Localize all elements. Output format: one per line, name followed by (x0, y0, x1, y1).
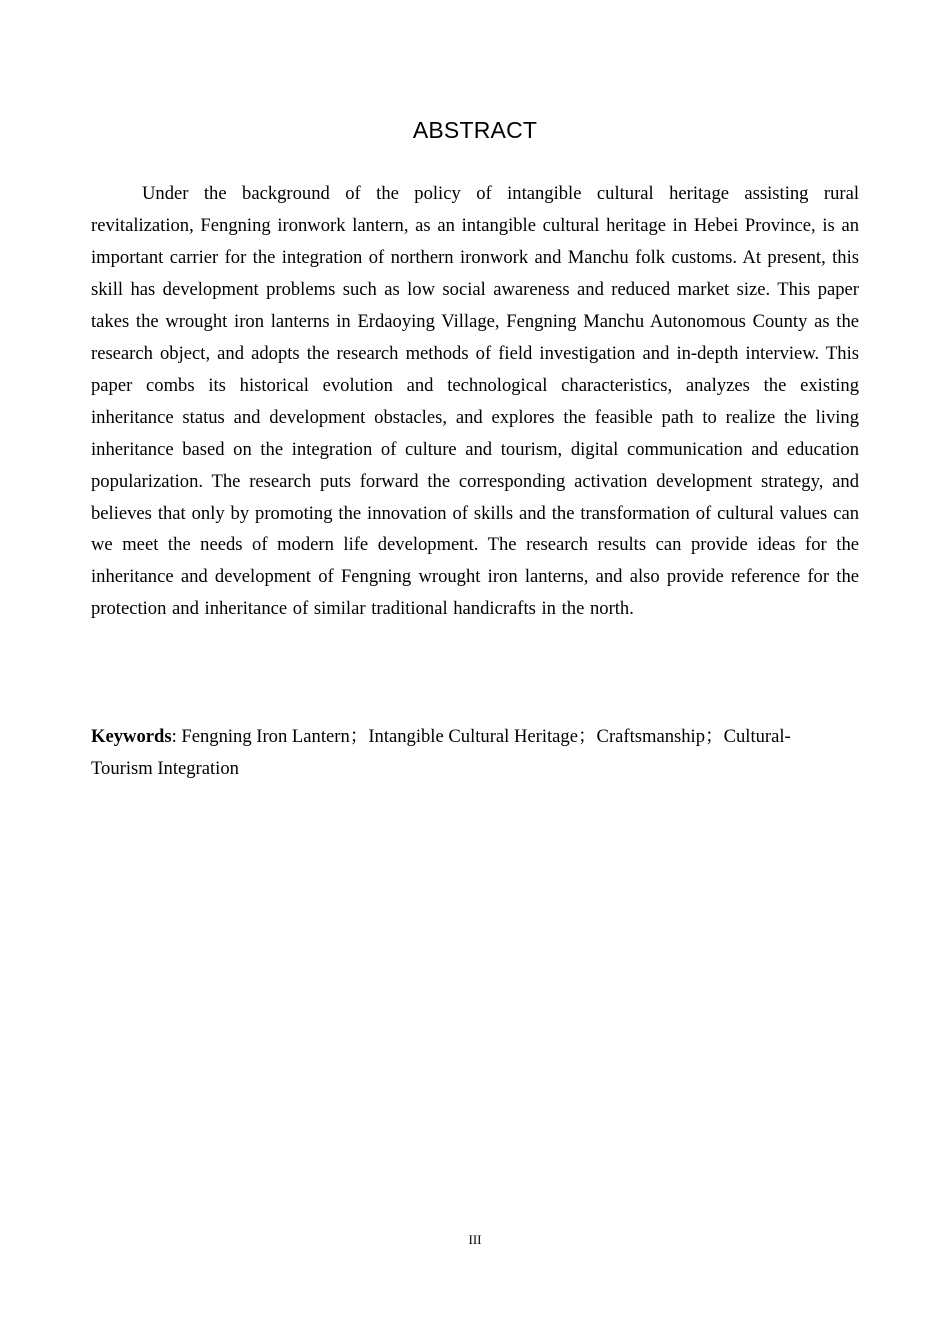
keywords-label: Keywords (91, 726, 172, 747)
keywords-line (91, 721, 819, 784)
page-number: III (468, 1232, 482, 1247)
abstract-title: ABSTRACT (412, 117, 538, 143)
keywords-separator: : (171, 726, 182, 747)
keywords-text: Fengning Iron Lantern；Intangible Cultural Heritage；Craftsmanship；Cultural-Tourism Integration (91, 726, 791, 779)
abstract-body: Under the background of the policy of intangible cultural heritage assisting rural revitalization, Fengning ironwork lantern, as an intangible cultural heritage in Hebei Province, is an important carrier for the integration of northern ironwork and Manchu folk customs. At present, this skill has development problems such as low social awareness and reduced market size. This paper takes the wrought iron lanterns in Erdaoying Village, Fengning Manchu Autonomous County as the research object, and adopts the research methods of field investigation and in-depth interview. This paper combs its historical evolution and technological characteristics, analyzes the existing inheritance status and development obstacles, and explores the feasible path to realize the living inheritance based on the integration of culture and tourism, digital communication and education popularization. The research puts forward the corresponding activation development strategy, and believes that only by promoting the innovation of skills and the transformation of cultural values can we meet the needs of modern life development. The research results can provide ideas for the inheritance and development of Fengning wrought iron lanterns, and also provide reference for the protection and inheritance of similar traditional handicrafts in the north. (91, 183, 859, 620)
